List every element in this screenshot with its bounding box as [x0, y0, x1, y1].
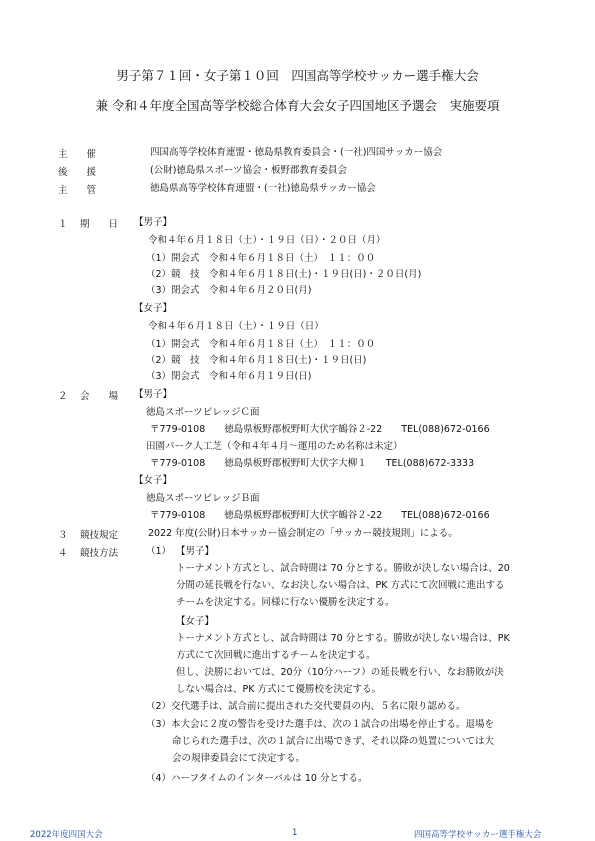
- method-girls-line: しない場合は、PK 方式にて優勝校を決定する。: [176, 684, 381, 695]
- section-label-period: 期 日: [80, 219, 119, 230]
- period-boys-dates: 令和４年６月１８日（土）・１９日（日）・２０日（月）: [148, 235, 386, 246]
- organizer-label-manage: 主 管: [58, 185, 97, 196]
- venue-boys-name: 徳島スポーツビレッジＣ面: [146, 407, 260, 418]
- method-item3-line: 命じられた選手は、次の１試合に出場できず、それ以降の処置については大: [172, 736, 495, 747]
- section-num-method: ４: [58, 548, 68, 559]
- venue-boys-address: 〒779-0108 徳島県板野郡板野町大伏字鶴谷２-22 TEL(088)672-0166: [150, 424, 490, 435]
- period-boys-item: （2）競 技 令和４年６月１８日(土)・１９日(日)・２０日(月): [146, 269, 422, 280]
- footer-right: 四国高等学校サッカー選手権大会: [414, 830, 542, 840]
- period-girls-label: 【女子】: [134, 303, 173, 314]
- method-item1-num: （1）: [146, 546, 172, 557]
- section-num-venue: ２: [58, 391, 68, 402]
- venue-boys-address: 〒779-0108 徳島県板野郡板野町大伏字大柳１ TEL(088)672-3333: [150, 458, 475, 469]
- footer-left: 2022年度四国大会: [30, 830, 103, 840]
- method-item4: （4）ハーフタイムのインターバルは 10 分とする。: [146, 773, 368, 784]
- period-girls-item: （3）閉会式 令和４年６月１９日(日): [146, 371, 312, 382]
- period-girls-item: （2）競 技 令和４年６月１８日(土)・１９日(日): [146, 355, 367, 366]
- section-label-venue: 会 場: [80, 391, 119, 402]
- section-label-method: 競技方法: [80, 548, 119, 559]
- period-boys-item: （1）開会式 令和４年６月１８日（土） １１：００: [146, 253, 376, 264]
- venue-boys-name: 田園パーク人工芝（令和４年４月～運用のため名称は未定）: [146, 441, 403, 452]
- method-girls-line: 方式にて次回戦に進出するチームを決定する。: [176, 650, 376, 661]
- method-item3-line: （3）本大会に２度の警告を受けた選手は、次の１試合の出場を停止する。退場を: [146, 719, 495, 730]
- venue-boys-label: 【男子】: [134, 389, 173, 400]
- section-num-rules: ３: [58, 530, 68, 541]
- method-girls-line: トーナメント方式とし、試合時間は 70 分とする。勝敗が決しない場合は、PK: [176, 633, 510, 644]
- method-item3-line: 会の規律委員会にて決定する。: [172, 753, 306, 764]
- organizer-label-support: 後 援: [58, 167, 97, 178]
- method-boys-line: トーナメント方式とし、試合時間は 70 分とする。勝敗が決しない場合は、20: [176, 563, 510, 574]
- page-title: 男子第７１回・女子第１０回 四国高等学校サッカー選手権大会: [116, 68, 479, 83]
- method-girls-label: 【女子】: [176, 616, 215, 627]
- method-girls-line: 但し、決勝においては、20分（10分ハーフ）の延長戦を行い、なお勝敗が決: [176, 667, 504, 678]
- method-boys-label: 【男子】: [176, 546, 215, 557]
- period-boys-item: （3）閉会式 令和４年６月２０日(月): [146, 285, 312, 296]
- organizer-label-host: 主 催: [58, 149, 97, 160]
- section-label-rules: 競技規定: [80, 530, 119, 541]
- rules-text: 2022 年度(公財)日本サッカー協会制定の「サッカー競技規則」による。: [148, 528, 458, 539]
- period-girls-dates: 令和４年６月１８日（土）・１９日（日）: [148, 321, 324, 332]
- method-boys-line: チームを決定する。同様に行ない優勝を決定する。: [176, 597, 395, 608]
- period-boys-label: 【男子】: [134, 217, 173, 228]
- organizer-value-support: (公財)徳島県スポーツ協会・板野郡教育委員会: [150, 165, 348, 176]
- section-num-period: １: [58, 219, 68, 230]
- method-item2: （2）交代選手は、試合前に提出された交代要員の内、５名に限り認める。: [146, 701, 466, 712]
- page-subtitle: 兼 令和４年度全国高等学校総合体育大会女子四国地区予選会 実施要項: [95, 98, 500, 113]
- organizer-value-manage: 徳島県高等学校体育連盟・(一社)徳島県サッカー協会: [150, 183, 376, 194]
- venue-girls-address: 〒779-0108 徳島県板野郡板野町大伏字鶴谷２-22 TEL(088)672-0166: [150, 510, 490, 521]
- footer-page-number: 1: [292, 828, 298, 838]
- venue-girls-label: 【女子】: [134, 475, 173, 486]
- venue-girls-name: 徳島スポーツビレッジＢ面: [146, 493, 260, 504]
- organizer-value-host: 四国高等学校体育連盟・徳島県教育委員会・(一社)四国サッカー協会: [150, 147, 443, 158]
- period-girls-item: （1）開会式 令和４年６月１８日（土） １１：００: [146, 339, 376, 350]
- method-boys-line: 分間の延長戦を行ない、なお決しない場合は、PK 方式にて次回戦に進出する: [176, 580, 505, 591]
